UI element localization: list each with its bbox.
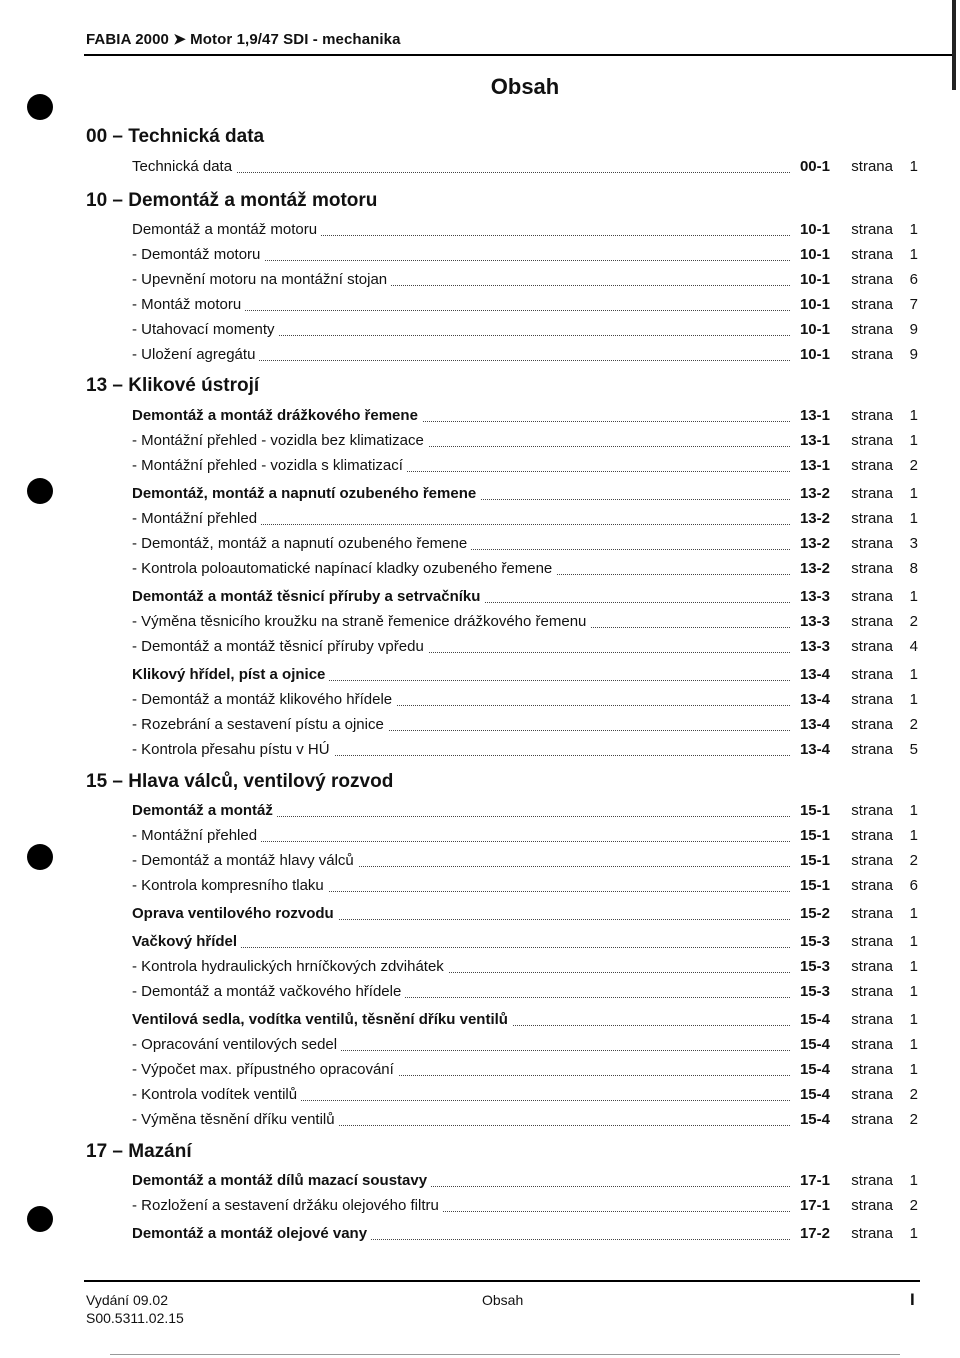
toc-entry-page-word: strana [851, 158, 893, 175]
toc-entry-page-word: strana [851, 485, 893, 502]
toc-entry-page: 1 [909, 691, 918, 708]
toc-entry[interactable] [132, 691, 918, 711]
toc-entry[interactable] [132, 1086, 918, 1106]
toc-entry-page: 2 [909, 1086, 918, 1103]
toc-entry-page-word: strana [851, 877, 893, 894]
header-title: FABIA 2000 ➤ Motor 1,9/47 SDI - mechanika [86, 31, 401, 48]
toc-entry-label: - Demontáž a montáž klikového hřídele [132, 691, 396, 708]
toc-entry[interactable] [132, 933, 918, 953]
section-heading: 17 – Mazání [86, 1141, 192, 1162]
toc-entry-page: 1 [909, 407, 918, 424]
toc-entry-page-word: strana [851, 221, 893, 238]
toc-entry-label: - Kontrola přesahu pístu v HÚ [132, 741, 334, 758]
toc-entry-page-word: strana [851, 246, 893, 263]
toc-entry-code: 13-4 [796, 716, 830, 733]
punch-hole [27, 478, 53, 504]
toc-entry-code: 10-1 [796, 346, 830, 363]
toc-entry-page-word: strana [851, 1172, 893, 1189]
toc-entry-code: 13-2 [796, 485, 830, 502]
toc-entry-page: 8 [909, 560, 918, 577]
toc-entry-label: - Demontáž a montáž vačkového hřídele [132, 983, 405, 1000]
section-heading: 10 – Demontáž a montáž motoru [86, 190, 378, 211]
toc-entry-label: Demontáž a montáž motoru [132, 221, 321, 238]
toc-entry[interactable] [132, 1172, 918, 1192]
toc-entry-label: Ventilová sedla, vodítka ventilů, těsnění dříku ventilů [132, 1011, 512, 1028]
toc-entry-label: - Výpočet max. přípustného opracování [132, 1061, 398, 1078]
toc-entry-code: 10-1 [796, 296, 830, 313]
toc-entry-page: 2 [909, 716, 918, 733]
toc-entry-label: - Výměna těsnění dříku ventilů [132, 1111, 339, 1128]
scan-edge-mark [952, 0, 956, 90]
footer-rule [84, 1280, 920, 1282]
toc-entry-label: - Montážní přehled - vozidla bez klimatizace [132, 432, 428, 449]
toc-entry[interactable] [132, 246, 918, 266]
toc-entry-page-word: strana [851, 802, 893, 819]
toc-entry-code: 10-1 [796, 221, 830, 238]
toc-entry-label: Demontáž a montáž dílů mazací soustavy [132, 1172, 431, 1189]
toc-entry-page-word: strana [851, 827, 893, 844]
toc-entry-code: 13-1 [796, 407, 830, 424]
toc-entry-page-word: strana [851, 666, 893, 683]
section-heading: 00 – Technická data [86, 126, 265, 147]
toc-entry-code: 00-1 [796, 158, 830, 175]
toc-entry[interactable] [132, 716, 918, 736]
toc-entry-page: 1 [909, 485, 918, 502]
section-heading: 15 – Hlava válců, ventilový rozvod [86, 771, 394, 792]
toc-entry[interactable] [132, 613, 918, 633]
footer-edition: Vydání 09.02 [86, 1292, 168, 1308]
toc-entry-page-word: strana [851, 691, 893, 708]
toc-entry-code: 13-4 [796, 691, 830, 708]
toc-entry-page-word: strana [851, 271, 893, 288]
toc-entry-code: 15-4 [796, 1086, 830, 1103]
toc-entry-page: 1 [909, 905, 918, 922]
toc-entry-page-word: strana [851, 1011, 893, 1028]
toc-entry-page-word: strana [851, 958, 893, 975]
toc-entry-page: 7 [909, 296, 918, 313]
toc-entry[interactable] [132, 271, 918, 291]
toc-entry-page-word: strana [851, 933, 893, 950]
toc-entry[interactable] [132, 666, 918, 686]
toc-entry-code: 17-1 [796, 1172, 830, 1189]
toc-entry-code: 13-4 [796, 666, 830, 683]
toc-entry-code: 10-1 [796, 271, 830, 288]
toc-entry-code: 15-4 [796, 1011, 830, 1028]
toc-entry-page: 9 [909, 321, 918, 338]
toc-entry[interactable] [132, 1111, 918, 1131]
toc-entry[interactable] [132, 321, 918, 341]
toc-entry-page-word: strana [851, 1061, 893, 1078]
toc-entry-label: Demontáž a montáž [132, 802, 277, 819]
toc-entry-code: 13-3 [796, 638, 830, 655]
toc-entry-code: 17-2 [796, 1225, 830, 1242]
toc-entry-code: 15-1 [796, 827, 830, 844]
toc-entry-page-word: strana [851, 1036, 893, 1053]
toc-entry[interactable] [132, 1011, 918, 1031]
toc-entry-code: 15-4 [796, 1036, 830, 1053]
toc-entry-page: 1 [909, 933, 918, 950]
toc-entry-label: Technická data [132, 158, 236, 175]
toc-entry-label: - Demontáž motoru [132, 246, 264, 263]
toc-entry-page-word: strana [851, 457, 893, 474]
toc-entry-code: 15-1 [796, 852, 830, 869]
toc-entry-code: 15-1 [796, 802, 830, 819]
toc-entry-page-word: strana [851, 905, 893, 922]
punch-hole [27, 94, 53, 120]
toc-entry[interactable] [132, 827, 918, 847]
toc-entry-page: 1 [909, 1172, 918, 1189]
toc-entry[interactable] [132, 221, 918, 241]
toc-entry-label: Demontáž a montáž drážkového řemene [132, 407, 422, 424]
toc-entry-page: 2 [909, 1197, 918, 1214]
page-title: Obsah [490, 74, 560, 99]
toc-entry-code: 13-2 [796, 510, 830, 527]
toc-entry-label: Demontáž a montáž olejové vany [132, 1225, 371, 1242]
toc-entry-page-word: strana [851, 588, 893, 605]
toc-entry-page: 2 [909, 852, 918, 869]
toc-entry-code: 15-4 [796, 1111, 830, 1128]
toc-entry[interactable] [132, 485, 918, 505]
toc-entry[interactable] [132, 741, 918, 761]
toc-entry-page: 1 [909, 666, 918, 683]
toc-entry-label: - Rozebrání a sestavení pístu a ojnice [132, 716, 388, 733]
toc-entry-label: - Rozložení a sestavení držáku olejového filtru [132, 1197, 443, 1214]
toc-entry[interactable] [132, 1061, 918, 1081]
toc-entry-page: 2 [909, 457, 918, 474]
toc-entry-code: 10-1 [796, 321, 830, 338]
toc-entry-page-word: strana [851, 1225, 893, 1242]
toc-entry-page-word: strana [851, 983, 893, 1000]
toc-entry-page-word: strana [851, 613, 893, 630]
toc-entry-label: Vačkový hřídel [132, 933, 241, 950]
toc-entry-page: 1 [909, 958, 918, 975]
toc-entry-page: 1 [909, 802, 918, 819]
toc-entry-code: 13-4 [796, 741, 830, 758]
toc-entry[interactable] [132, 802, 918, 822]
toc-entry-code: 15-4 [796, 1061, 830, 1078]
toc-entry-page: 1 [909, 158, 918, 175]
toc-entry-page-word: strana [851, 741, 893, 758]
toc-entry-code: 13-3 [796, 613, 830, 630]
toc-entry-page: 1 [909, 827, 918, 844]
toc-entry-label: - Kontrola poloautomatické napínací kladky ozubeného řemene [132, 560, 556, 577]
toc-entry-code: 13-2 [796, 560, 830, 577]
toc-entry[interactable] [132, 457, 918, 477]
toc-entry-page-word: strana [851, 296, 893, 313]
toc-entry[interactable] [132, 852, 918, 872]
toc-entry-page: 1 [909, 1036, 918, 1053]
toc-entry[interactable] [132, 510, 918, 530]
toc-entry-label: - Kontrola kompresního tlaku [132, 877, 328, 894]
toc-entry-page: 2 [909, 613, 918, 630]
toc-entry[interactable] [132, 296, 918, 316]
section-heading: 13 – Klikové ústrojí [86, 375, 260, 396]
punch-hole [27, 844, 53, 870]
toc-entry-page-word: strana [851, 346, 893, 363]
header-rule [84, 54, 952, 56]
toc-entry-label: - Montážní přehled [132, 827, 261, 844]
toc-entry[interactable] [132, 1225, 918, 1245]
toc-entry[interactable] [132, 1197, 918, 1217]
toc-entry[interactable] [132, 346, 918, 366]
toc-entry-page-word: strana [851, 1111, 893, 1128]
toc-entry-label: Klikový hřídel, píst a ojnice [132, 666, 329, 683]
toc-entry-label: - Demontáž a montáž těsnicí příruby vpředu [132, 638, 428, 655]
punch-hole [27, 1206, 53, 1232]
toc-entry-page-word: strana [851, 560, 893, 577]
toc-entry-label: - Výměna těsnicího kroužku na straně řemenice drážkového řemenu [132, 613, 590, 630]
toc-entry-label: - Uložení agregátu [132, 346, 259, 363]
toc-entry-page: 6 [909, 271, 918, 288]
toc-entry-label: - Kontrola hydraulických hrníčkových zdvihátek [132, 958, 448, 975]
toc-entry[interactable] [132, 407, 918, 427]
toc-entry-code: 13-1 [796, 432, 830, 449]
toc-entry-page-word: strana [851, 716, 893, 733]
toc-entry[interactable] [132, 588, 918, 608]
toc-entry[interactable] [132, 1036, 918, 1056]
footer-center: Obsah [482, 1292, 524, 1308]
toc-entry-page-word: strana [851, 510, 893, 527]
toc-entry-page-word: strana [851, 535, 893, 552]
toc-entry-label: - Upevnění motoru na montážní stojan [132, 271, 391, 288]
toc-entry-code: 15-2 [796, 905, 830, 922]
bottom-scan-line [110, 1354, 900, 1355]
toc-entry[interactable] [132, 560, 918, 580]
toc-entry-label: Oprava ventilového rozvodu [132, 905, 338, 922]
toc-entry-page: 1 [909, 221, 918, 238]
toc-entry-page: 1 [909, 1061, 918, 1078]
toc-entry[interactable] [132, 958, 918, 978]
toc-entry[interactable] [132, 638, 918, 658]
toc-entry-page: 4 [909, 638, 918, 655]
toc-entry-page: 5 [909, 741, 918, 758]
toc-entry-label: - Demontáž a montáž hlavy válců [132, 852, 358, 869]
toc-entry-page: 1 [909, 588, 918, 605]
footer-page: I [910, 1290, 915, 1309]
toc-entry[interactable] [132, 983, 918, 1003]
toc-entry-page-word: strana [851, 432, 893, 449]
toc-entry-code: 13-3 [796, 588, 830, 605]
toc-entry-page: 1 [909, 432, 918, 449]
toc-entry-label: - Kontrola vodítek ventilů [132, 1086, 301, 1103]
toc-entry-page: 6 [909, 877, 918, 894]
toc-entry[interactable] [132, 432, 918, 452]
toc-entry-code: 15-1 [796, 877, 830, 894]
toc-entry-page: 2 [909, 1111, 918, 1128]
toc-entry-page-word: strana [851, 1086, 893, 1103]
toc-entry-page: 1 [909, 983, 918, 1000]
toc-entry-label: - Opracování ventilových sedel [132, 1036, 341, 1053]
toc-entry-code: 15-3 [796, 958, 830, 975]
toc-entry-page-word: strana [851, 1197, 893, 1214]
toc-entry-page: 1 [909, 1225, 918, 1242]
toc-entry[interactable] [132, 535, 918, 555]
toc-entry-page: 3 [909, 535, 918, 552]
toc-entry-page-word: strana [851, 321, 893, 338]
toc-entry-label: - Montážní přehled [132, 510, 261, 527]
toc-entry-page: 1 [909, 246, 918, 263]
toc-entry-code: 17-1 [796, 1197, 830, 1214]
toc-entry-page-word: strana [851, 407, 893, 424]
toc-entry[interactable] [132, 158, 918, 178]
toc-entry-label: - Utahovací momenty [132, 321, 279, 338]
toc-entry-label: - Montážní přehled - vozidla s klimatizací [132, 457, 407, 474]
toc-entry-page: 1 [909, 510, 918, 527]
toc-entry-page-word: strana [851, 638, 893, 655]
toc-entry-page: 9 [909, 346, 918, 363]
toc-entry-code: 15-3 [796, 983, 830, 1000]
toc-entry[interactable] [132, 877, 918, 897]
toc-entry-code: 13-1 [796, 457, 830, 474]
toc-entry[interactable] [132, 905, 918, 925]
footer-doc-number: S00.5311.02.15 [86, 1310, 184, 1326]
toc-entry-label: Demontáž, montáž a napnutí ozubeného řemene [132, 485, 480, 502]
toc-entry-label: Demontáž a montáž těsnicí příruby a setrvačníku [132, 588, 484, 605]
toc-entry-code: 15-3 [796, 933, 830, 950]
toc-entry-code: 13-2 [796, 535, 830, 552]
toc-entry-page-word: strana [851, 852, 893, 869]
toc-entry-code: 10-1 [796, 246, 830, 263]
toc-entry-page: 1 [909, 1011, 918, 1028]
toc-entry-label: - Montáž motoru [132, 296, 245, 313]
toc-entry-label: - Demontáž, montáž a napnutí ozubeného řemene [132, 535, 471, 552]
